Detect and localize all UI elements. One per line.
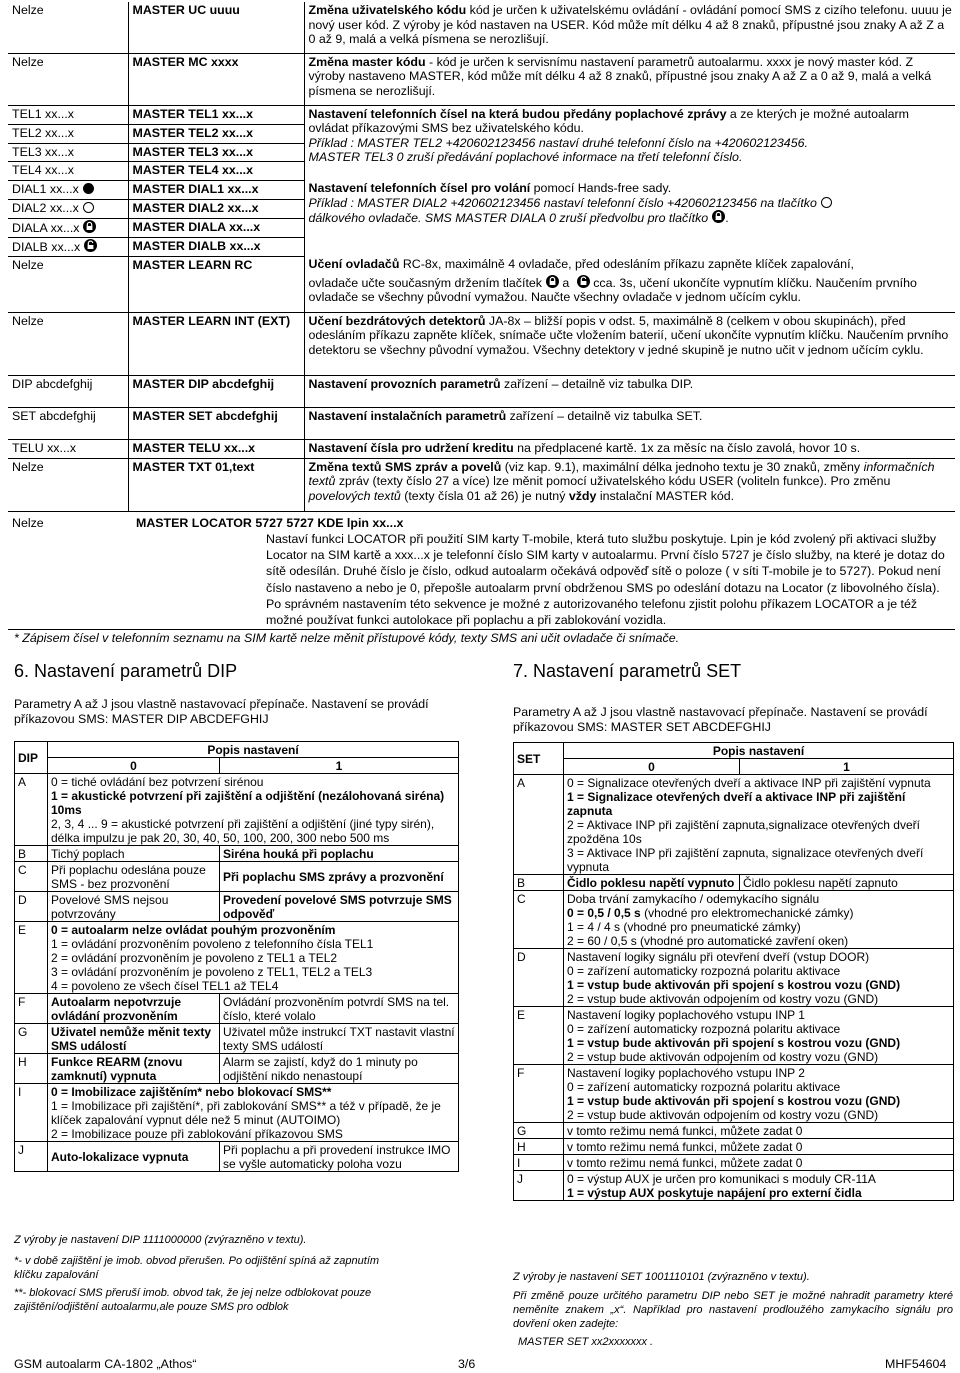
locator-row (8, 515, 955, 630)
cell-sms: Nelze (12, 516, 44, 530)
table-row: D Povelové SMS nejsou potvrzovány Provedení povelové SMS potvrzuje SMS odpověď (15, 892, 459, 922)
cell-sms: Nelze (8, 53, 128, 105)
footer-right: MHF54604 (885, 1357, 947, 1371)
table-row: G v tomto režimu nemá funkci, můžete zadat 0 (514, 1123, 954, 1139)
section-7-intro: Parametry A až J jsou vlastně nastavovací přepínače. Nastavení se provádí příkazovou SMS: MASTER SET ABCDEFGHIJ (513, 705, 928, 734)
table-row: D Nastavení logiky signálu při otevření dveří (vstup DOOR) 0 = zařízení automaticky rozpozná polaritu aktivace 1 = vstup bude aktivován při spojení s kostrou vozu (GND) 2 = vstup bude aktivován odpojením od kostry vozu (GND) (514, 949, 954, 1007)
cell-description: Nastavení čísla pro udržení kreditu na předplacené kartě. 1x za měsíc na číslo zavolá, hovor 10 s. (304, 439, 955, 458)
table-row (8, 2, 955, 53)
table-row: I v tomto režimu nemá funkci, můžete zadat 0 (514, 1155, 954, 1171)
lock-open-icon (577, 275, 590, 288)
lock-closed-icon (712, 210, 725, 223)
footer-left: GSM autoalarm CA-1802 „Athos“ (14, 1357, 197, 1371)
cell-sms: TELU xx...x (8, 439, 128, 458)
cell-command: MASTER TEL2 xx...x (128, 124, 304, 143)
cell-sms: TEL2 xx...x (8, 124, 128, 143)
lock-closed-icon (546, 275, 559, 288)
table-row: B Čidlo poklesu napětí vypnuto Čidlo poklesu napětí zapnuto (514, 875, 954, 891)
table-row: J Auto-lokalizace vypnuta Při poplachu a při provedení instrukce IMO se vyšle automaticky poloha vozu (15, 1142, 459, 1172)
header-1: 1 (740, 759, 954, 775)
header-desc: Popis nastavení (564, 743, 954, 759)
cell-sms: SET abcdefghij (8, 407, 128, 439)
cell-command: MASTER DIAL1 xx...x (128, 180, 304, 199)
footer-page: 3/6 (458, 1357, 476, 1371)
cell-command: MASTER TEL3 xx...x (128, 143, 304, 161)
cell-sms: DIAL2 xx...x (8, 199, 128, 218)
table-row: E Nastavení logiky poplachového vstupu INP 1 0 = zařízení automaticky rozpozná polaritu aktivace 1 = vstup bude aktivován při spojení s kostrou vozu (GND) 2 = vstup bude aktivován odpojením od kostry vozu (GND) (514, 1007, 954, 1065)
set-note-1: Při změně pouze určitého parametru DIP nebo SET je možné nahradit parametry které neměníte znakem „x“. Například pro nastavení prodloužého zamykacího signálu pro dovření oken zadejte: (513, 1290, 953, 1330)
header-0: 0 (564, 759, 740, 775)
section-6-title: 6. Nastavení parametrů DIP (14, 661, 238, 681)
cell-sms: DIALB xx...x (8, 237, 128, 256)
empty-circle-icon (83, 202, 94, 213)
cell-command: MASTER LEARN INT (EXT) (128, 312, 304, 375)
table-row (8, 312, 955, 375)
cell-sms: Nelze (8, 2, 128, 53)
empty-circle-icon (821, 197, 832, 208)
cell-sms: Nelze (8, 312, 128, 375)
table-row: C Doba trvání zamykacího / odemykacího signálu 0 = 0,5 / 0,5 s (vhodné pro elektromechanické zámky) 1 = 4 / 4 s (vhodné pro pneumatické zámky) 2 = 60 / 0,5 s (vhodné pro automatické zavření oken) (514, 891, 954, 949)
table-row: B Tichý poplach Siréna houká při poplachu (15, 846, 459, 862)
set-note-factory: Z výroby je nastavení SET 1001110101 (zvýrazněno v textu). (513, 1271, 810, 1283)
cell-sms: Nelze (8, 458, 128, 511)
cell-command: MASTER DIALB xx...x (128, 237, 304, 256)
dip-note-1: *- v době zajištění je imob. obvod přerušen. Po odjištění spíná až zapnutím klíčku zapalování (14, 1255, 380, 1281)
cell-sms: TEL1 xx...x (8, 105, 128, 124)
cell-command: MASTER DIAL2 xx...x (128, 199, 304, 218)
cell-command: MASTER UC uuuu (128, 2, 304, 53)
cell-command: MASTER TEL4 xx...x (128, 161, 304, 180)
cell-command: MASTER TXT 01,text (128, 458, 304, 511)
cell-command: MASTER MC xxxx (128, 53, 304, 105)
header-0: 0 (48, 758, 220, 774)
cell-command: MASTER SET abcdefghij (128, 407, 304, 439)
table-row: H Funkce REARM (znovu zamknutí) vypnuta Alarm se zajistí, když do 1 minuty po odjištění nikdo nenastoupí (15, 1054, 459, 1084)
cell-sms: Nelze (8, 256, 128, 312)
cell-description: Nastavení provozních parametrů zařízení – detailně viz tabulka DIP. (304, 375, 955, 407)
command-table (8, 2, 955, 512)
table-row (8, 375, 955, 407)
header-key: SET (514, 743, 564, 775)
cell-description: Nastavení instalačních parametrů zařízení – detailně viz tabulka SET. (304, 407, 955, 439)
cell-command: MASTER DIALA xx...x (128, 218, 304, 237)
dip-note-factory: Z výroby je nastavení DIP 1111000000 (zvýrazněno v textu). (14, 1234, 307, 1246)
table-row: H v tomto režimu nemá funkci, můžete zadat 0 (514, 1139, 954, 1155)
lock-closed-icon (83, 220, 96, 233)
cell-sms: DIALA xx...x (8, 218, 128, 237)
cell-description: Nastaví funkci LOCATOR při použití SIM karty T-mobile, která tuto službu poskytuje. Lpin je kód zvolený při aktivaci služby Locator na SIM kartě a xxx...x je telefonní číslo SIM karty v autoalarmu. První číslo 5727 je číslo služby, na které je dotaz do sítě odesílán. Druhé číslo je číslo, odkud autoalarm očekává odpověď sítě o poloze ( v síti T-mobile je to 5727). Pokud není číslo nastaveno a nebo je 0, přepošle autoalarm první obdrženou SMS po odeslání dotazu na Locator (z libovolného čísla). Po správném nastavením této sekvence je možné z autorizovaného telefonu zjistit polohu příkazem LOCATOR a je též možné používat funkci autolokace při poplachu a při zablokování vozidla. (266, 532, 945, 628)
table-row: G Uživatel nemůže měnit texty SMS událostí Uživatel může instrukcí TXT nastavit vlastní texty SMS událostí (15, 1024, 459, 1054)
section-6-intro: Parametry A až J jsou vlastně nastavovací přepínače. Nastavení se provádí příkazovou SMS: MASTER DIP ABCDEFGHIJ (14, 697, 429, 726)
header-1: 1 (220, 758, 459, 774)
cell-description: Učení bezdrátových detektorů JA-8x – bližší popis v odst. 5, maximálně 8 (celkem v obou skupinách), před odesláním příkazu zapněte klíček, snímače učte vložením baterií, učení ukončíte vypnutím klíčku. Naučením prvního detektoru se všechny původní vymažou. Všechny detektory v jedné skupině je nutno učit v jednom učícím cyklu. (304, 312, 955, 375)
cell-sms: TEL4 xx...x (8, 161, 128, 180)
cell-sms: TEL3 xx...x (8, 143, 128, 161)
section-7-title: 7. Nastavení parametrů SET (513, 661, 742, 681)
filled-circle-icon (83, 183, 94, 194)
table-row (8, 407, 955, 439)
cell-description: Změna master kódu - kód je určen k servisnímu nastavení parametrů autoalarmu. xxxx je nový master kód. Z výroby nastaveno MASTER, kód může mít délku 4 až 8 znaků, přípustné jsou znaky A až Z a 0 až 9, malá a velká písmena se nerozlišují. (304, 53, 955, 105)
table-row (8, 256, 955, 312)
table-row: C Při poplachu odeslána pouze SMS - bez prozvonění Při poplachu SMS zprávy a prozvonění (15, 862, 459, 892)
cell-description: Změna uživatelského kódu kód je určen k uživatelskému ovládání - ovládání pomocí SMS z cizího telefonu. uuuu je nový user kód. Z výroby je kód nastaven na USER. Kód může mít délku 4 až 8 znaků, přípustné jsou znaky A až Z a 0 až 9, malá a velká písmena se nerozlišují. (304, 2, 955, 53)
cell-command: MASTER TELU xx...x (128, 439, 304, 458)
table-row (8, 53, 955, 105)
cell-command: MASTER LOCATOR 5727 5727 KDE lpin xx...x (136, 516, 404, 530)
table-row (8, 458, 955, 511)
dip-note-2: **- blokovací SMS přeruší imob. obvod tak, že jej nelze odblokovat pouze zajištění/odjištění autoalarmu,ale pouze SMS pro odblok (14, 1287, 372, 1313)
table-row: F Autoalarm nepotvrzuje ovládání prozvoněním Ovládání prozvoněním potvrdí SMS na tel. číslo, které volalo (15, 994, 459, 1024)
lock-open-icon (84, 239, 97, 252)
table-row (8, 439, 955, 458)
dip-table (14, 741, 459, 1172)
cell-description: Změna textů SMS zpráv a povelů (viz kap. 9.1), maximální délka jednoho textu je 30 znaků, změny informačních textů zpráv (texty číslo 27 a více) lze měnit pomocí uživatelského kódu USER (voliteln funkce). Pro změnu povelových textů (texty čísla 01 až 26) je nutný vždy instalační MASTER kód. (304, 458, 955, 511)
table-row (8, 105, 955, 124)
cell-command: MASTER TEL1 xx...x (128, 105, 304, 124)
table-row: I 0 = Imobilizace zajištěním* nebo blokovací SMS** 1 = Imobilizace při zajištění*, při zablokování SMS** a též v případě, že je klíček zapalování vypnut déle než 5 minut (AUTOIMO) 2 = Imobilizace pouze při zablokování příkazovou SMS (15, 1084, 459, 1142)
footnote: * Zápisem čísel v telefonním seznamu na SIM kartě nelze měnit přístupové kódy, texty SMS ani učit ovladače či snímače. (14, 631, 680, 645)
cell-sms: DIP abcdefghij (8, 375, 128, 407)
cell-sms: DIAL1 xx...x (8, 180, 128, 199)
cell-description: Nastavení telefonních čísel pro volání pomocí Hands-free sady. Příklad : MASTER DIAL2 +420602123456 nastaví telefonní číslo +420602123456 na tlačítko dálkového ovladače. SMS MASTER DIALA 0 zruší předvolbu pro tlačítko . (304, 180, 955, 256)
cell-description: Učení ovladačů RC-8x, maximálně 4 ovladače, před odesláním příkazu zapněte klíček zapalování, ovladače učte současným držením tlačítek a cca. 3s, učení ukončíte vypnutím klíčku. Naučením prvního ovladače se všechny původní vymažou. Naučte všechny ovladače v jednom učícím cyklu. (304, 256, 955, 312)
cell-command: MASTER DIP abcdefghij (128, 375, 304, 407)
table-row: E 0 = autoalarm nelze ovládat pouhým prozvoněním 1 = ovládání prozvoněním povoleno z telefonního čísla TEL1 2 = ovládání prozvoněním je povoleno z TEL1 a TEL2 3 = ovládání prozvoněním je povoleno z TEL1, TEL2 a TEL3 4 = povoleno ze všech čísel TEL1 až TEL4 (15, 922, 459, 994)
table-row: A 0 = Signalizace otevřených dveří a aktivace INP při zajištění vypnuta 1 = Signalizace otevřených dveří a aktivace INP při zajištění zapnuta 2 = Aktivace INP při zajištění zapnuta,signalizace otevřených dveří zpožděna 10s 3 = Aktivace INP při zajištění zapnuta, signalizace otevřených dveří vypnuta (514, 775, 954, 875)
table-row: J 0 = výstup AUX je určen pro komunikaci s moduly CR-11A 1 = výstup AUX poskytuje napájení pro externí čidla (514, 1171, 954, 1201)
table-row (8, 180, 955, 199)
cell-description: Nastavení telefonních čísel na která budou předány poplachové zprávy a ze kterých je možné autoalarm ovládat příkazovými SMS bez uživatelského kódu. Příklad : MASTER TEL2 +420602123456 nastaví druhé telefonní číslo na +420602123456. MASTER TEL3 0 zruší předávání poplachové informace na třetí telefonní číslo. (308, 106, 909, 165)
set-note-2: MASTER SET xx2xxxxxxx . (518, 1336, 654, 1348)
cell-command: MASTER LEARN RC (128, 256, 304, 312)
header-key: DIP (15, 742, 48, 774)
table-row: F Nastavení logiky poplachového vstupu INP 2 0 = zařízení automaticky rozpozná polaritu aktivace 1 = vstup bude aktivován při spojení s kostrou vozu (GND) 2 = vstup bude aktivován odpojením od kostry vozu (GND) (514, 1065, 954, 1123)
table-row: A 0 = tiché ovládání bez potvrzení sirénou 1 = akustické potvrzení při zajištění a odjištění (nezálohovaná siréna) 10ms 2, 3, 4 ... 9 = akustické potvrzení při zajištění a odjištění (jiné typy sirén), délka impulzu je pak 20, 30, 40, 50, 100, 200, 300 nebo 500 ms (15, 774, 459, 846)
header-desc: Popis nastavení (48, 742, 459, 758)
set-table (513, 742, 954, 1201)
